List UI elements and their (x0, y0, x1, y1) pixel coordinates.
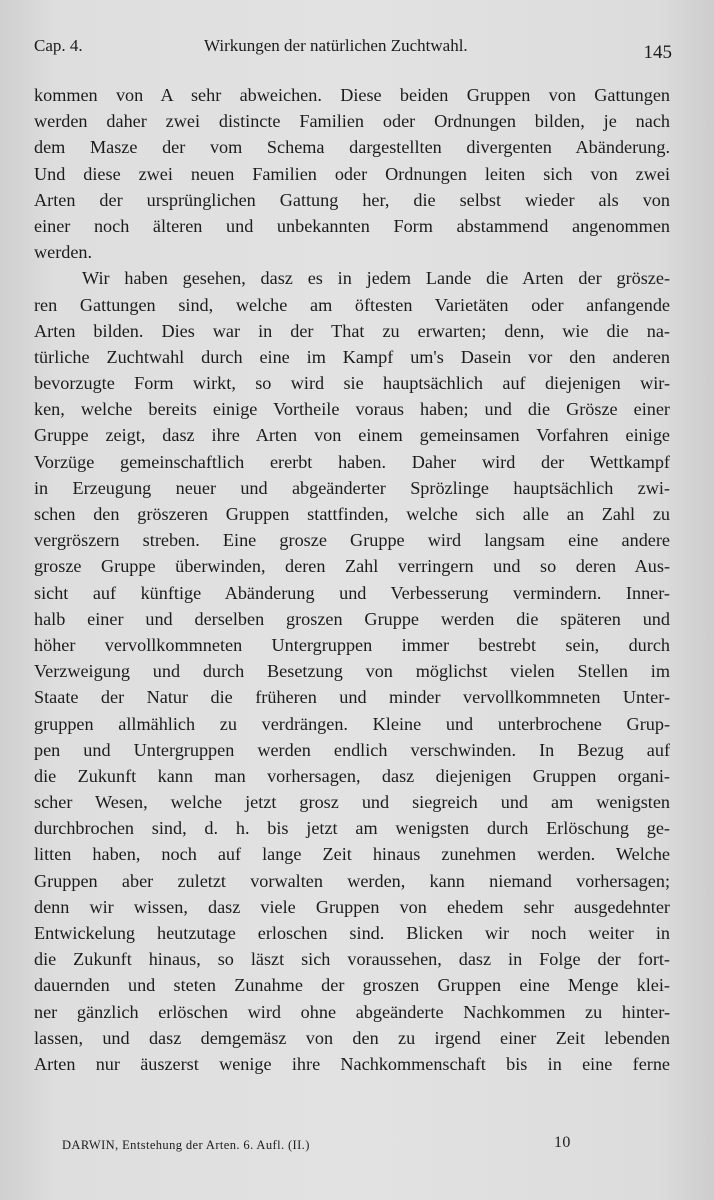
text-line: die Zukunft kann man vorhersagen, dasz diejenigen Gruppen organi- (34, 765, 670, 786)
text-line: sicht auf künftige Abänderung und Verbesserung vermindern. Inner- (34, 582, 670, 603)
text-line: durchbrochen sind, d. h. bis jetzt am wenigsten durch Erlöschung ge- (34, 818, 670, 839)
text-line: einer noch älteren und unbekannten Form abstammend angenommen (34, 215, 670, 236)
text-line: bevorzugte Form wirkt, so wird sie hauptsächlich auf diejenigen wir- (34, 373, 670, 394)
text-line: scher Wesen, welche jetzt grosz und siegreich und am wenigsten (34, 792, 670, 813)
text-line: Arten nur äuszerst wenige ihre Nachkommenschaft bis in eine ferne (34, 1053, 670, 1074)
text-line: Staate der Natur die früheren und minder vervollkommneten Unter- (34, 687, 670, 708)
running-header (34, 36, 672, 66)
text-line: dauernden und steten Zunahme der groszen Gruppen eine Menge klei- (34, 975, 670, 996)
text-line: Arten bilden. Dies war in der That zu erwarten; denn, wie die na- (34, 320, 670, 341)
text-line: die Zukunft hinaus, so läszt sich voraussehen, dasz in Folge der fort- (34, 949, 670, 970)
text-line: litten haben, noch auf lange Zeit hinaus zunehmen werden. Welche (34, 844, 670, 865)
text-line: gruppen allmählich zu verdrängen. Kleine und unterbrochene Grup- (34, 713, 670, 734)
text-line: kommen von A sehr abweichen. Diese beiden Gruppen von Gattungen (34, 85, 670, 105)
text-line: Entwickelung heutzutage erloschen sind. Blicken wir noch weiter in (34, 923, 670, 943)
text-line: Wir haben gesehen, dasz es in jedem Lande die Arten der grösze- (82, 268, 670, 289)
text-line: lassen, und dasz demgemäsz von den zu irgend einer Zeit lebenden (34, 1027, 670, 1048)
chapter-label: Cap. 4. (34, 36, 83, 55)
sheet-number: 10 (554, 1134, 571, 1151)
text-line: grosze Gruppe überwinden, deren Zahl verringern und so deren Aus- (34, 556, 670, 577)
signature-line: DARWIN, Entstehung der Arten. 6. Aufl. (II.) (62, 1138, 310, 1152)
text-line: pen und Untergruppen werden endlich verschwinden. In Bezug auf (34, 739, 670, 760)
running-title: Wirkungen der natürlichen Zuchtwahl. (204, 36, 468, 55)
text-line: Gruppe zeigt, dasz ihre Arten von einem gemeinsamen Vorfahren einige (34, 425, 670, 446)
text-line: werden daher zwei distincte Familien oder Ordnungen bilden, je nach (34, 111, 670, 132)
text-line: Gruppen aber zuletzt vorwalten werden, kann niemand vorhersagen; (34, 870, 670, 891)
text-line: höher vervollkommneten Untergruppen immer bestrebt sein, durch (34, 634, 670, 655)
text-line: halb einer und derselben groszen Gruppe werden die späteren und (34, 608, 670, 629)
text-line: türliche Zuchtwahl durch eine im Kampf um's Dasein vor den anderen (34, 346, 670, 367)
text-line: ner gänzlich erlöschen wird ohne abgeänderte Nachkommen zu hinter- (34, 1001, 670, 1022)
text-line: vergröszern streben. Eine grosze Gruppe wird langsam eine andere (34, 530, 670, 551)
text-line: ren Gattungen sind, welche am öftesten Varietäten oder anfangende (34, 294, 670, 315)
text-line: werden. (34, 242, 93, 263)
text-line: dem Masze der vom Schema dargestellten divergenten Abänderung. (34, 137, 670, 158)
text-line: in Erzeugung neuer und abgeänderter Sprözlinge hauptsächlich zwi- (34, 477, 670, 498)
text-line: denn wir wissen, dasz viele Gruppen von ehedem sehr ausgedehnter (34, 896, 670, 917)
page-footer (62, 1136, 670, 1158)
text-line: Verzweigung und durch Besetzung von möglichst vielen Stellen im (34, 661, 670, 682)
text-line: Vorzüge gemeinschaftlich ererbt haben. Daher wird der Wettkampf (34, 451, 670, 472)
text-line: Arten der ursprünglichen Gattung her, die selbst wieder als von (34, 189, 670, 210)
text-line: Und diese zwei neuen Familien oder Ordnungen leiten sich von zwei (34, 163, 670, 184)
text-line: ken, welche bereits einige Vortheile voraus haben; und die Grösze einer (34, 399, 670, 420)
page-number: 145 (643, 42, 672, 63)
body-text (34, 82, 670, 1077)
text-line: schen den gröszeren Gruppen stattfinden, welche sich alle an Zahl zu (34, 504, 670, 524)
